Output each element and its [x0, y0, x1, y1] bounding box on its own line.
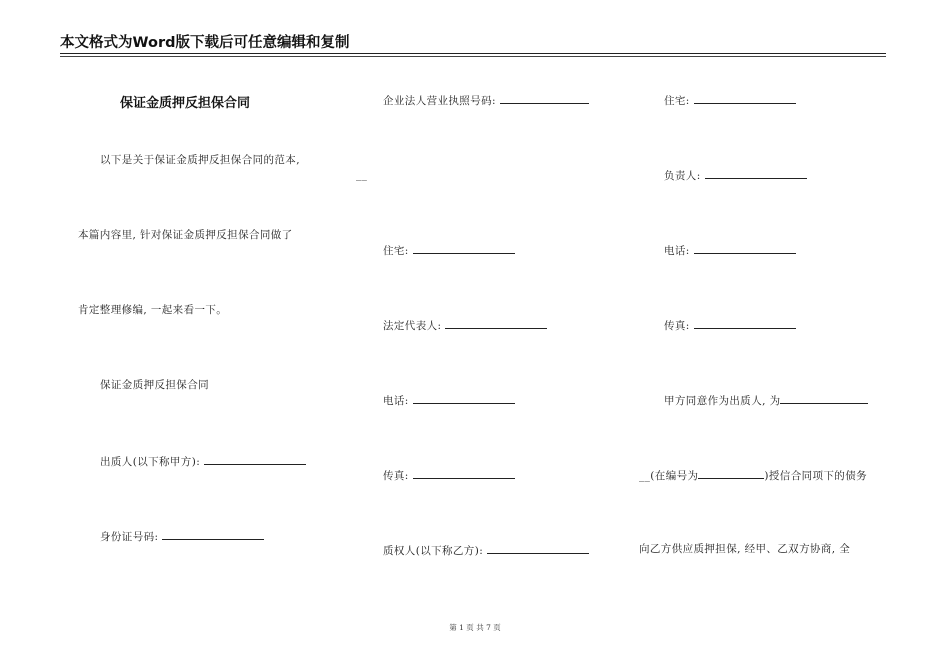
address-blank-2 — [413, 242, 515, 254]
header-rule — [60, 53, 886, 54]
agree-blank — [780, 392, 868, 404]
contract-number-blank — [698, 467, 764, 479]
id-number-blank — [162, 528, 264, 540]
license-line — [383, 92, 589, 108]
fax-label-2: 传真: — [383, 470, 409, 482]
dash-line: __ — [356, 169, 368, 181]
legal-rep-blank — [445, 317, 547, 329]
pledgee-blank — [487, 542, 589, 554]
fax-blank-2 — [413, 467, 515, 479]
agree-text: 甲方同意作为出质人, 为 — [664, 395, 781, 407]
address-line-2 — [383, 242, 515, 258]
provide-guarantee-line: 向乙方供应质押担保, 经甲、乙双方协商, 全 — [639, 543, 851, 555]
pledgor-line — [100, 453, 306, 469]
agree-line — [664, 392, 868, 408]
fax-line-3 — [664, 317, 796, 333]
document-title: 保证金质押反担保合同 — [120, 96, 251, 111]
address-blank-3 — [694, 92, 796, 104]
license-blank — [500, 92, 589, 104]
contract-number-pre: __(在编号为 — [639, 470, 699, 482]
fax-label-3: 传真: — [664, 320, 690, 332]
pledgor-blank — [204, 453, 306, 465]
phone-line-3 — [664, 242, 796, 258]
intro-line-1: 以下是关于保证金质押反担保合同的范本, — [100, 154, 300, 166]
phone-label-2: 电话: — [383, 395, 409, 407]
intro-line-3: 肯定整理修编, 一起来看一下。 — [78, 304, 228, 316]
fax-blank-3 — [694, 317, 796, 329]
page-header: 本文格式为Word版下载后可任意编辑和复制 — [60, 35, 350, 51]
license-label: 企业法人营业执照号码: — [383, 95, 496, 107]
id-number-label: 身份证号码: — [100, 531, 159, 543]
pledgor-label: 出质人(以下称甲方): — [100, 456, 201, 468]
person-in-charge-line — [664, 167, 807, 183]
pledgee-line — [383, 542, 589, 558]
address-label-2: 住宅: — [383, 245, 409, 257]
fax-line-2 — [383, 467, 515, 483]
legal-rep-line — [383, 317, 547, 333]
address-label-3: 住宅: — [664, 95, 690, 107]
contract-number-post: )授信合同项下的债务 — [764, 470, 868, 482]
phone-blank-3 — [694, 242, 796, 254]
address-line-3 — [664, 92, 796, 108]
header-rule-thin — [60, 56, 886, 57]
intro-line-2: 本篇内容里, 针对保证金质押反担保合同做了 — [78, 229, 293, 241]
id-number-line — [100, 528, 264, 544]
person-in-charge-label: 负责人: — [664, 170, 701, 182]
pledgee-label: 质权人(以下称乙方): — [383, 545, 484, 557]
contract-subtitle: 保证金质押反担保合同 — [100, 379, 209, 391]
contract-number-line — [639, 467, 867, 483]
page-footer: 第 1 页 共 7 页 — [449, 623, 501, 632]
phone-label-3: 电话: — [664, 245, 690, 257]
legal-rep-label: 法定代表人: — [383, 320, 442, 332]
phone-blank-2 — [413, 392, 515, 404]
phone-line-2 — [383, 392, 515, 408]
person-in-charge-blank — [705, 167, 807, 179]
